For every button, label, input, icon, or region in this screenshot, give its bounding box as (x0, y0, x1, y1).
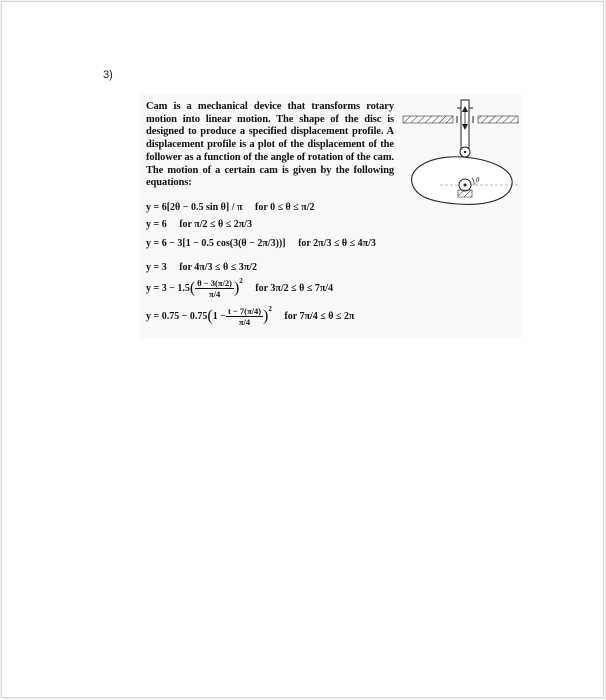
equation-6-inner-lead: 1 − (212, 311, 226, 322)
equation-5 (146, 277, 333, 299)
equation-6-numerator: t − 7(π/4) (227, 306, 262, 317)
shaft-support (458, 190, 472, 197)
equation-6-open-paren: ( (207, 307, 213, 325)
equation-6-fraction (226, 306, 263, 327)
equation-3 (146, 238, 376, 249)
equation-2-expression: y = 6 (146, 219, 167, 230)
equation-5-fraction (195, 278, 234, 299)
equation-6-exponent: 2 (268, 305, 272, 313)
equation-6-close-paren: ) (263, 307, 269, 325)
equation-6-condition: for 7π/4 ≤ θ ≤ 2π (284, 311, 355, 322)
equation-6 (146, 305, 354, 327)
equation-5-condition: for 3π/2 ≤ θ ≤ 7π/4 (255, 283, 334, 294)
equation-1-expression: y = 6[2θ − 0.5 sin θ] / π (146, 202, 243, 213)
equation-5-lead: y = 3 − 1.5 (146, 283, 190, 294)
equation-4 (146, 262, 257, 273)
equation-4-condition: for 4π/3 ≤ θ ≤ 3π/2 (179, 262, 258, 273)
shaft-center (464, 184, 467, 187)
theta-label: θ (476, 176, 480, 184)
equation-3-condition: for 2π/3 ≤ θ ≤ 4π/3 (298, 238, 376, 249)
equation-3-expression: y = 6 − 3[1 − 0.5 cos(3(θ − 2π/3))] (146, 238, 286, 249)
roller-pin (464, 151, 466, 153)
equation-5-numerator: θ − 3(π/2) (197, 278, 232, 289)
cam-follower-diagram (400, 98, 520, 213)
equation-2 (146, 219, 252, 230)
equation-5-close-paren: ) (233, 279, 240, 297)
equation-5-open-paren: ( (189, 279, 196, 297)
equation-6-denominator: π/4 (238, 317, 251, 328)
ground-hatch-left (403, 116, 453, 123)
equation-1-condition: for 0 ≤ θ ≤ π/2 (254, 202, 315, 213)
question-number: 3) (103, 69, 113, 81)
equation-5-denominator: π/4 (208, 289, 221, 300)
problem-paragraph: Cam is a mechanical device that transforms rotary motion into linear motion. The shape of the disc is designed to produce a specified displacement profile. A displacement profile is a plot of the displacement of the follower as a function of the angle of rotation of the cam. The motion of a certain cam is given by the following equations: (146, 101, 394, 189)
equation-4-expression: y = 3 (146, 262, 167, 273)
equation-1 (146, 202, 315, 213)
equation-6-lead: y = 0.75 − 0.75 (146, 311, 208, 322)
equation-2-condition: for π/2 ≤ θ ≤ 2π/3 (179, 219, 253, 230)
ground-hatch-right (478, 116, 518, 123)
equation-5-exponent: 2 (239, 277, 243, 285)
